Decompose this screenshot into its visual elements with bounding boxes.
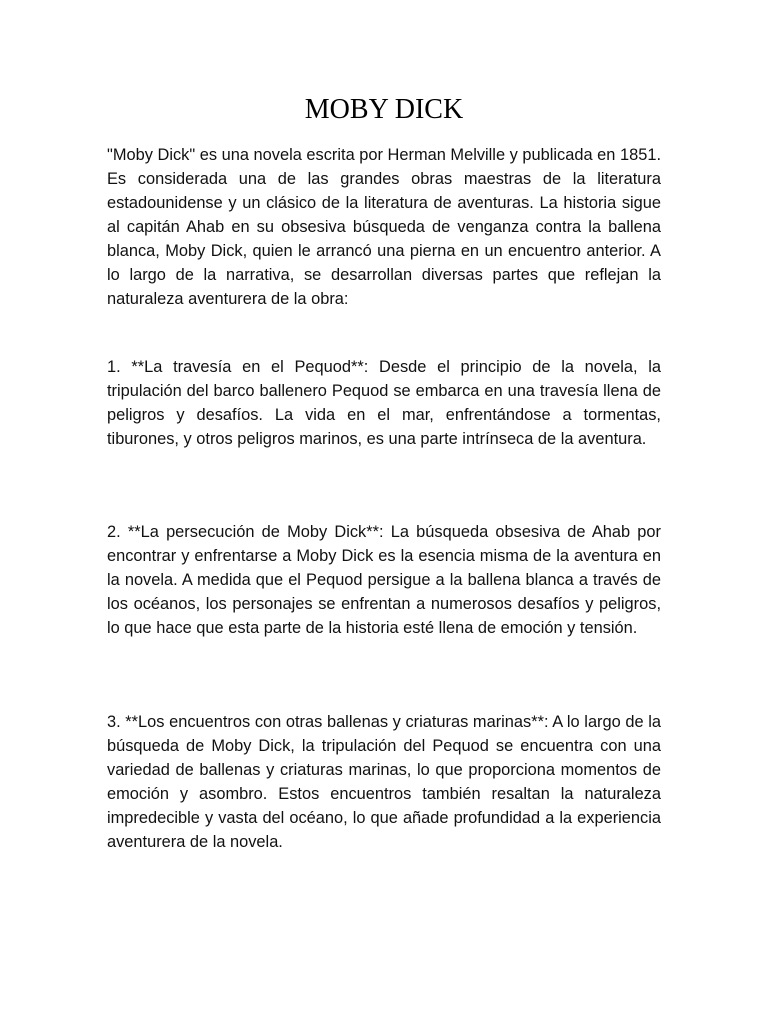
- list-paragraph-2: 2. **La persecución de Moby Dick**: La búsqueda obsesiva de Ahab por encontrar y enfrentarse a Moby Dick es la esencia misma de la aventura en la novela. A medida que el Pequod persigue a la ballena blanca a través de los océanos, los personajes se enfrentan a numerosos desafíos y peligros, lo que hace que esta parte de la historia esté llena de emoción y tensión.: [107, 523, 661, 637]
- list-paragraph-1: 1. **La travesía en el Pequod**: Desde el principio de la novela, la tripulación del barco ballenero Pequod se embarca en una travesía llena de peligros y desafíos. La vida en el mar, enfrentándose a tormentas, tiburones, y otros peligros marinos, es una parte intrínseca de la aventura.: [107, 358, 661, 448]
- document-title: MOBY DICK: [304, 94, 464, 125]
- intro-paragraph: "Moby Dick" es una novela escrita por Herman Melville y publicada en 1851. Es considerada una de las grandes obras maestras de la literatura estadounidense y un clásico de la literatura de aventuras. La historia sigue al capitán Ahab en su obsesiva búsqueda de venganza contra la ballena blanca, Moby Dick, quien le arrancó una pierna en un encuentro anterior. A lo largo de la narrativa, se desarrollan diversas partes que reflejan la naturaleza aventurera de la obra:: [107, 146, 661, 308]
- list-paragraph-3: 3. **Los encuentros con otras ballenas y criaturas marinas**: A lo largo de la búsqueda de Moby Dick, la tripulación del Pequod se encuentra con una variedad de ballenas y criaturas marinas, lo que proporciona momentos de emoción y asombro. Estos encuentros también resaltan la naturaleza impredecible y vasta del océano, lo que añade profundidad a la experiencia aventurera de la novela.: [107, 713, 661, 851]
